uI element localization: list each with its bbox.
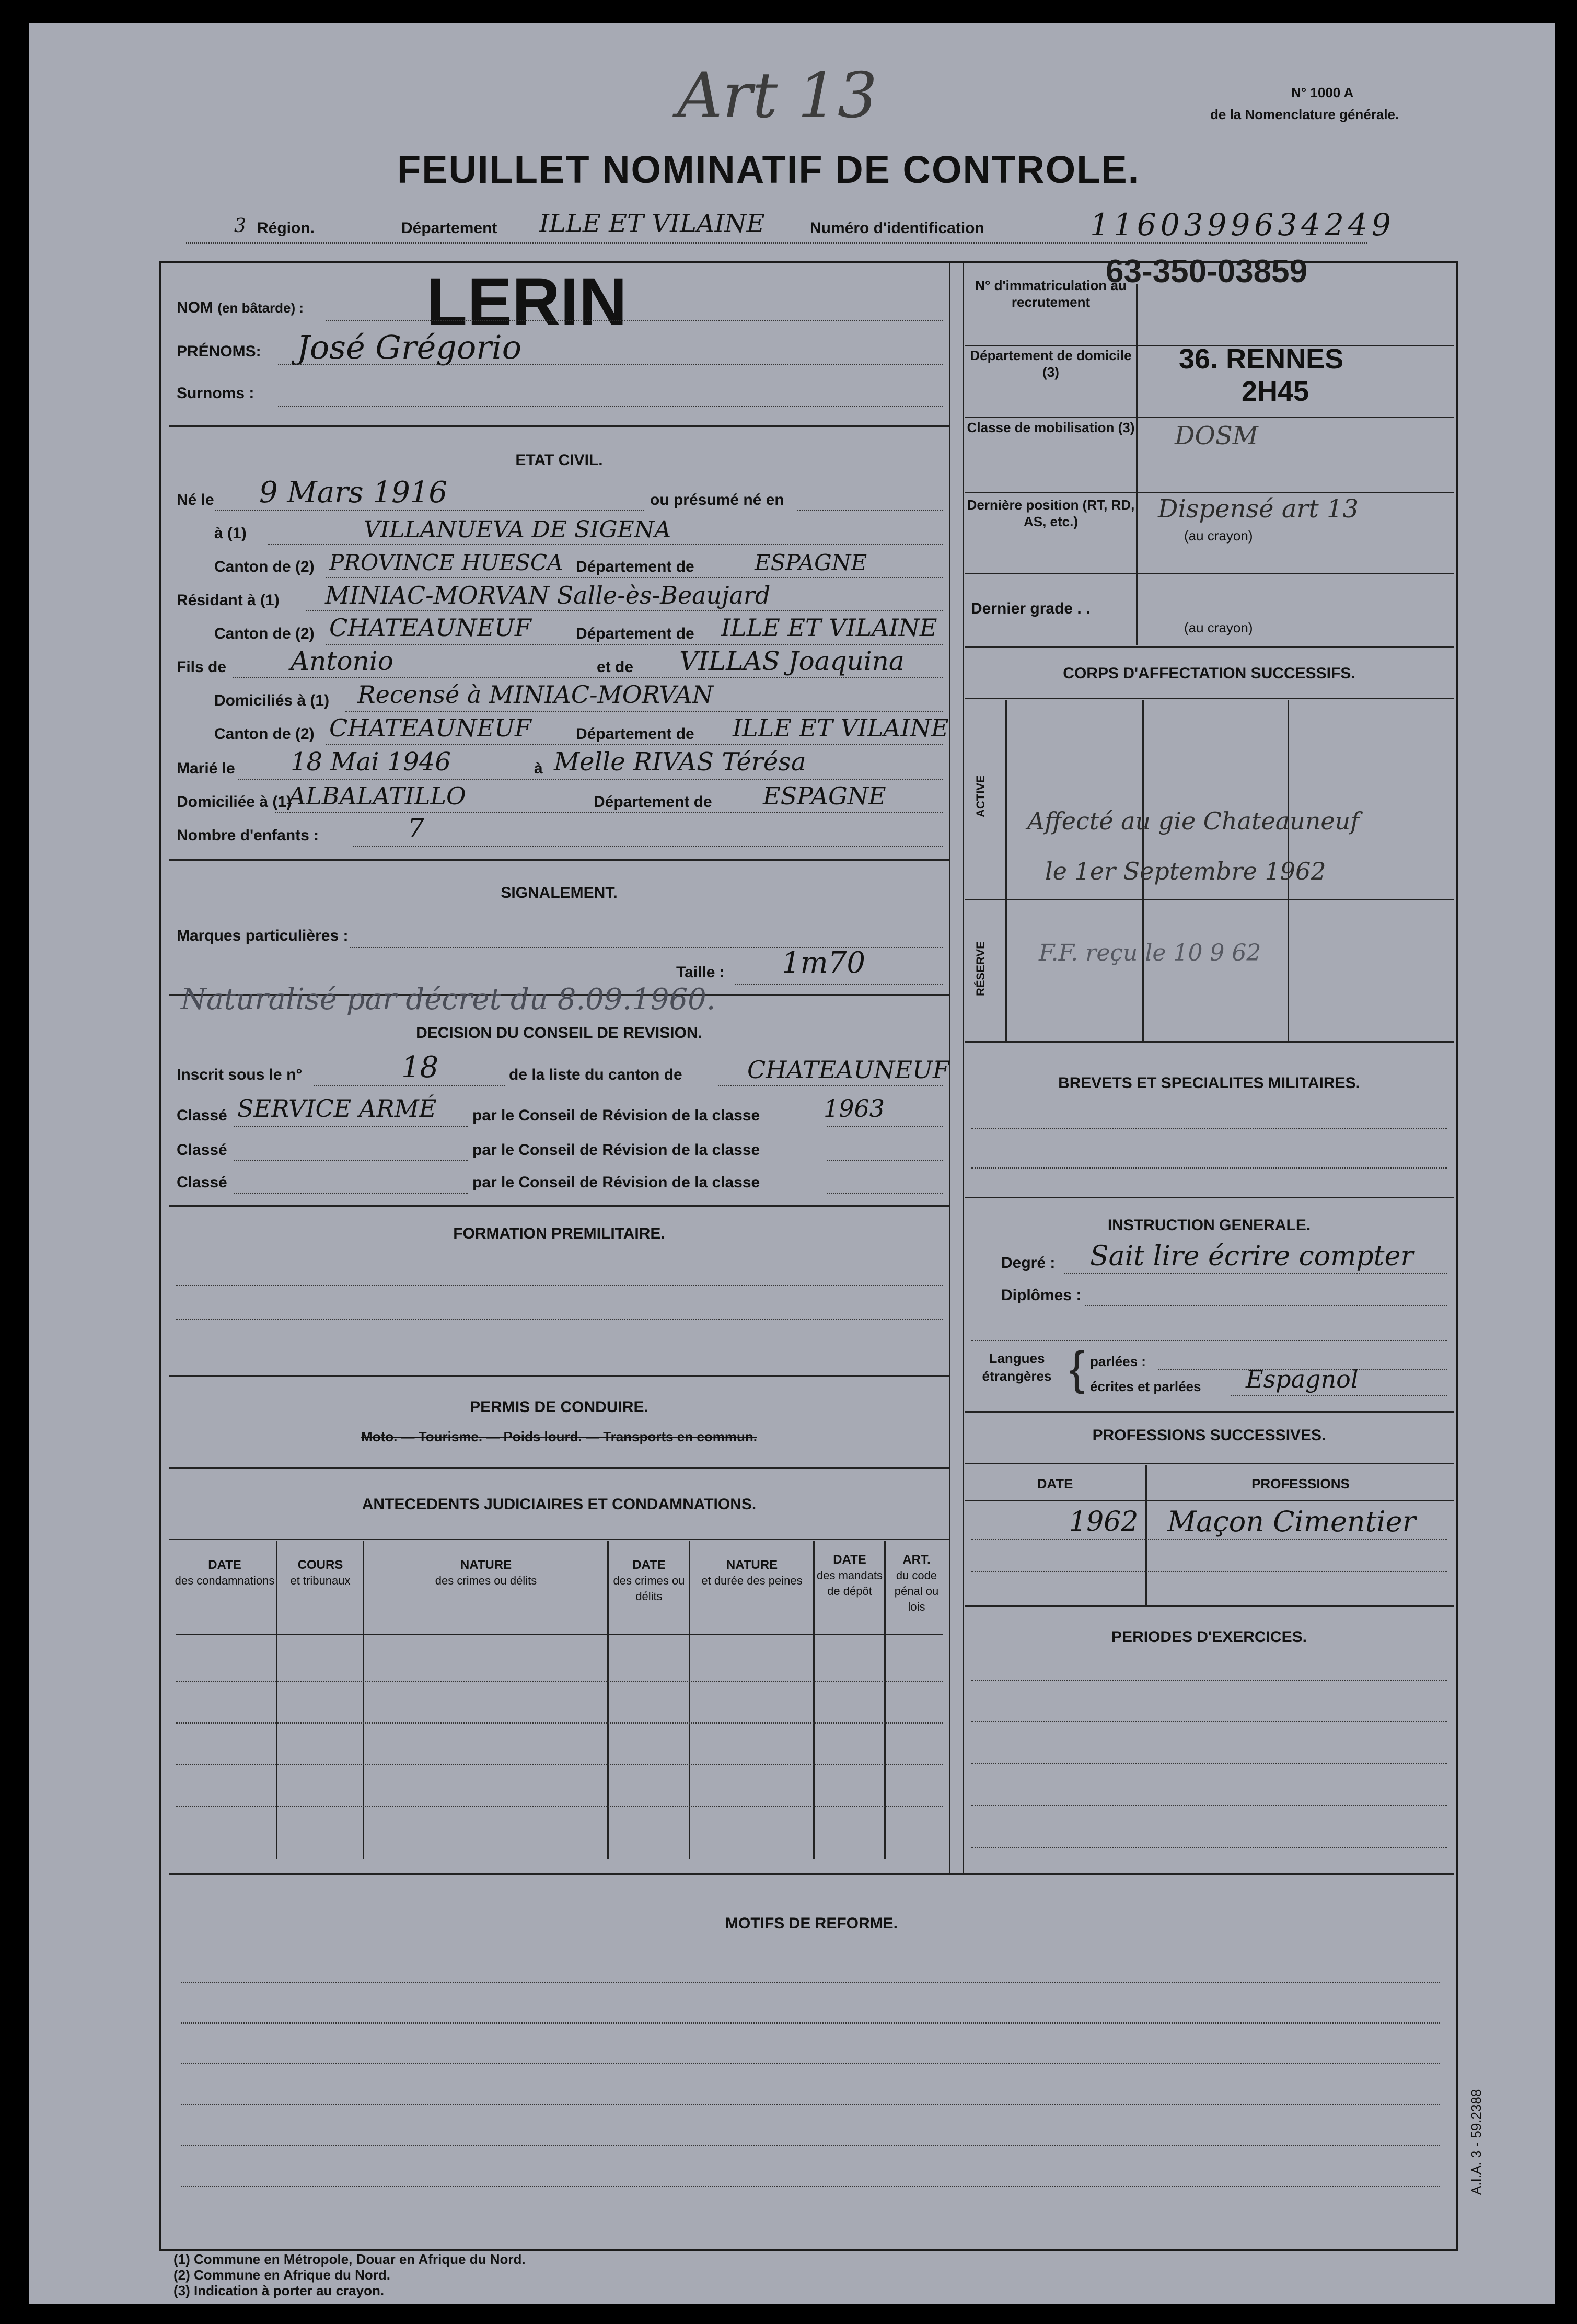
date-col-header: DATE <box>1037 1476 1073 1491</box>
presume-label: ou présumé né en <box>650 491 784 508</box>
a-value: VILLANUEVA DE SIGENA <box>364 516 671 543</box>
col-nature-peines: NATURE et durée des peines <box>701 1558 803 1587</box>
footnote-1: (1) Commune en Métropole, Douar en Afrique du Nord. <box>173 2251 526 2267</box>
region-label: Région. <box>257 219 315 237</box>
enfants-label: Nombre d'enfants : <box>177 827 319 844</box>
col-date-condamnations: DATE des condamnations <box>175 1558 275 1587</box>
col-cours: COURS et tribunaux <box>290 1558 351 1587</box>
marques-label: Marques particulières : <box>177 927 349 944</box>
a-label: à (1) <box>214 525 247 542</box>
ecrites-label: écrites et parlées <box>1090 1379 1201 1394</box>
classe-mob-value: DOSM <box>1175 421 1258 450</box>
col-date-crimes: DATE des crimes ou délits <box>613 1558 685 1603</box>
et-de-label: et de <box>597 658 634 676</box>
profession-date: 1962 <box>1069 1506 1139 1537</box>
form-sheet: Art 13 N° 1000 A de la Nomenclature générale. FEUILLET NOMINATIF DE CONTROLE. 3 Région. Département ILLE ET VILAINE Numéro d'identification 1160399634249 63-350-03859 NOM (en bâtarde) : LERIN PRÉNOMS: José Grégorio Surnoms : ETAT CIVIL. Né le 9 Mars 1916 ou présumé né en à (1) VILLANUEVA DE SIGENA Canton de (2) PROVINCE HUESCA Département de ESPAGNE Résidant à (1) MINIAC-MORVAN Salle-ès-Beaujard Canton de (2) CHATEAUNEUF Département de ILLE ET VILAINE Fils de Antonio et de VILLAS Joaquina Domiciliés à (1) Recensé à MINIAC-MORVAN Canton de (2) CHATEAUNEUF Département de ILLE ET VILAINE Marié le 18 Mai 1946 à Melle RIVAS Térésa Domiciliée à (1) ALBALATILLO Département de ESPAGNE Nombre d'enfants : 7 SIGNALEMENT. Marques particulières : Taille : 1m70 Naturalisé par décret du 8.09.1960. DECISION DU CONSEIL DE REVISION. Inscrit sous le n° 18 de la liste du canton de CHATEAUNEUF Classé SERVICE ARMÉ par le Conseil de Révision de la classe 1963 Classé par le Conseil de Révision de la classe Classé par le Conseil de Révision de la classe FORMATION PREMILITAIRE. PERMIS DE CONDUIRE. Moto. — Tourisme. — Poids lourd. — Transports en commun. ANTECEDENTS JUDICIAIRES ET CONDAMNATIONS. DATE des condamnations COURS et tribunaux NATURE des crimes ou délits DATE des crimes ou délits NATURE et durée des peines DATE des mandats de dépôt ART. du code pénal ou lois MOTIFS DE REFORME. N° d'immatriculation au recrutement Département de domicile (3) 36. RENNES 2H45 Classe de mobilisation (3) DOSM Dernière position (RT, RD, AS, etc.) Dispensé art 13 (au crayon) Dernier grade . . (au crayon) CORPS D'AFFECTATION SUCCESSIFS. ACTIVE RÉSERVE Affecté au gie Chateauneuf le 1er Septembre 1962 F.F. reçu le 10 9 62 BREVETS ET SPECIALITES MILITAIRES. INSTRUCTION GENERALE. Degré : Sait lire écrire compter Diplômes : Langues étrangères { parlées : écrites et parlées Espagnol PROFESSIONS SUCCESSIVES. DATE PROFESSIONS 1962 Maçon Cimentier PERIODES D'EXERCICES. A.I.A. 3 - 59.2388 (1) Commune en Métropole, Douar en Afrique du Nord. (2) Commune en Afrique du Nord. (3) Indication à porter au crayon. <box>29 23 1555 2304</box>
nom-label: NOM (en bâtarde) : <box>177 299 304 316</box>
langues-label: Langues étrangères <box>982 1350 1052 1384</box>
col-date-mandats: DATE des mandats de dépôt <box>817 1553 883 1598</box>
nomenclature: de la Nomenclature générale. <box>1210 107 1399 122</box>
par-label-3: par le Conseil de Révision de la classe <box>472 1174 760 1191</box>
degre-value: Sait lire écrire compter <box>1090 1241 1414 1272</box>
et-de-value: VILLAS Joaquina <box>679 646 905 676</box>
canton3-value: CHATEAUNEUF <box>329 714 531 742</box>
classe-year: 1963 <box>824 1094 885 1123</box>
dept2-value: ILLE ET VILAINE <box>721 614 937 642</box>
instruction-heading: INSTRUCTION GENERALE. <box>1107 1217 1311 1234</box>
canton1-label: Canton de (2) <box>214 558 315 575</box>
degre-label: Degré : <box>1001 1254 1056 1271</box>
domiciliee-label: Domiciliée à (1) <box>177 793 292 811</box>
corps-line3: F.F. reçu le 10 9 62 <box>1039 940 1261 966</box>
handwritten-annotation-top: Art 13 <box>677 60 878 132</box>
periodes-heading: PERIODES D'EXERCICES. <box>1111 1628 1307 1646</box>
form-title: FEUILLET NOMINATIF DE CONTROLE. <box>397 148 1140 191</box>
immat-label: N° d'immatriculation au recrutement <box>975 278 1127 310</box>
brevets-heading: BREVETS ET SPECIALITES MILITAIRES. <box>1058 1074 1360 1092</box>
par-label-1: par le Conseil de Révision de la classe <box>472 1107 760 1124</box>
inscrit-label: Inscrit sous le n° <box>177 1066 303 1083</box>
side-code: A.I.A. 3 - 59.2388 <box>1468 2089 1484 2195</box>
nom-value: LERIN <box>426 264 627 339</box>
numero-label: Numéro d'identification <box>810 219 984 237</box>
formation-heading: FORMATION PREMILITAIRE. <box>453 1225 665 1242</box>
active-label: ACTIVE <box>974 775 987 817</box>
marie-value: 18 Mai 1946 <box>291 747 451 777</box>
classe3-label: Classé <box>177 1174 227 1191</box>
resident-label: Résidant à (1) <box>177 592 280 609</box>
ne-le-label: Né le <box>177 491 214 508</box>
dept-domicile-value2: 2H45 <box>1242 376 1309 407</box>
dept4-label: Département de <box>594 793 712 811</box>
classe1-label: Classé <box>177 1107 227 1124</box>
immatriculation-number: 63-350-03859 <box>1106 253 1308 290</box>
departement-value: ILLE ET VILAINE <box>539 209 765 238</box>
permis-types: Moto. — Tourisme. — Poids lourd. — Transports en commun. <box>361 1429 757 1444</box>
canton2-label: Canton de (2) <box>214 625 315 642</box>
dept4-value: ESPAGNE <box>763 782 886 810</box>
classe-mob-label: Classe de mobilisation (3) <box>967 420 1135 435</box>
profession-value: Maçon Cimentier <box>1167 1505 1416 1538</box>
domiciliee-value: ALBALATILLO <box>288 782 466 810</box>
ne-le-value: 9 Mars 1916 <box>259 476 447 510</box>
fils-label: Fils de <box>177 658 227 676</box>
ecrites-value: Espagnol <box>1246 1365 1359 1393</box>
derniere-position-value: Dispensé art 13 <box>1158 494 1359 524</box>
au-crayon-2: (au crayon) <box>1184 620 1253 635</box>
dernier-grade-label: Dernier grade . . <box>971 600 1091 617</box>
derniere-position-label: Dernière position (RT, RD, AS, etc.) <box>967 497 1135 529</box>
par-label-2: par le Conseil de Révision de la classe <box>472 1141 760 1159</box>
dept1-value: ESPAGNE <box>755 550 867 575</box>
numero-value: 1160399634249 <box>1090 207 1395 242</box>
canton3-label: Canton de (2) <box>214 725 315 743</box>
etat-civil-heading: ETAT CIVIL. <box>515 452 603 469</box>
fils-value: Antonio <box>291 646 393 676</box>
dept3-label: Département de <box>576 725 694 743</box>
dept1-label: Département de <box>576 558 694 575</box>
domicilies-value: Recensé à MINIAC-MORVAN <box>357 680 713 709</box>
departement-label: Département <box>401 219 497 237</box>
classe1-value: SERVICE ARMÉ <box>237 1094 437 1123</box>
professions-heading: PROFESSIONS SUCCESSIVES. <box>1092 1427 1326 1444</box>
reserve-label: RÉSERVE <box>974 941 987 996</box>
resident-value: MINIAC-MORVAN Salle-ès-Beaujard <box>325 581 771 609</box>
dept-domicile-value1: 36. RENNES <box>1179 343 1344 375</box>
domicilies-label: Domiciliés à (1) <box>214 692 330 709</box>
antecedents-heading: ANTECEDENTS JUDICIAIRES ET CONDAMNATIONS. <box>362 1496 757 1513</box>
prenoms-value: José Grégorio <box>297 328 522 366</box>
marie-a: à <box>534 760 543 777</box>
marie-with: Melle RIVAS Térésa <box>554 747 806 777</box>
diplomes-label: Diplômes : <box>1001 1287 1082 1304</box>
marie-label: Marié le <box>177 760 235 777</box>
dept3-value: ILLE ET VILAINE <box>733 714 949 742</box>
surnoms-label: Surnoms : <box>177 385 254 402</box>
corps-line1: Affecté au gie Chateauneuf <box>1027 807 1360 835</box>
canton1-value: PROVINCE HUESCA <box>329 550 563 575</box>
naturalise-note: Naturalisé par décret du 8.09.1960. <box>181 982 716 1016</box>
parlees-label: parlées : <box>1090 1354 1146 1369</box>
dept2-label: Département de <box>576 625 694 642</box>
classe2-label: Classé <box>177 1141 227 1159</box>
signalement-heading: SIGNALEMENT. <box>501 884 618 901</box>
col-nature-crimes: NATURE des crimes ou délits <box>435 1558 537 1587</box>
footnote-2: (2) Commune en Afrique du Nord. <box>173 2267 391 2283</box>
corps-heading: CORPS D'AFFECTATION SUCCESSIFS. <box>1063 665 1355 682</box>
taille-value: 1m70 <box>782 946 865 980</box>
permis-heading: PERMIS DE CONDUIRE. <box>470 1398 648 1416</box>
corps-line2: le 1er Septembre 1962 <box>1045 857 1326 885</box>
col-art: ART. du code pénal ou lois <box>894 1553 939 1613</box>
liste-label: de la liste du canton de <box>509 1066 682 1083</box>
au-crayon-1: (au crayon) <box>1184 528 1253 544</box>
dept-domicile-label: Département de domicile (3) <box>970 348 1132 380</box>
prenoms-label: PRÉNOMS: <box>177 343 261 360</box>
taille-label: Taille : <box>676 964 725 981</box>
region-value: 3 <box>234 215 246 237</box>
decision-heading: DECISION DU CONSEIL DE REVISION. <box>416 1024 702 1042</box>
canton2-value: CHATEAUNEUF <box>329 614 531 642</box>
liste-value: CHATEAUNEUF <box>747 1056 949 1084</box>
inscrit-value: 18 <box>401 1050 439 1084</box>
professions-col-header: PROFESSIONS <box>1251 1476 1350 1491</box>
enfants-value: 7 <box>408 813 424 843</box>
form-number: N° 1000 A <box>1291 85 1354 100</box>
motifs-heading: MOTIFS DE REFORME. <box>725 1915 898 1932</box>
footnote-3: (3) Indication à porter au crayon. <box>173 2283 385 2298</box>
